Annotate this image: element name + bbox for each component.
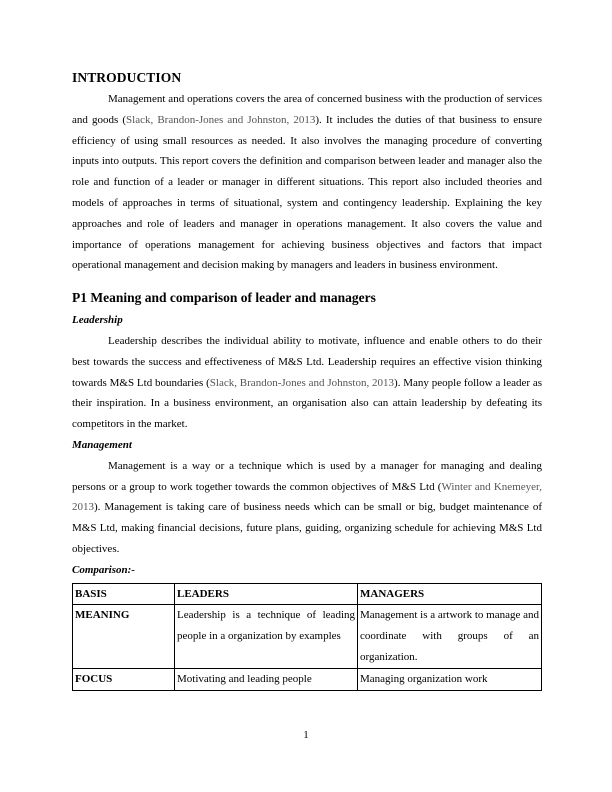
introduction-heading: INTRODUCTION [72,70,182,85]
row-focus-leaders: Motivating and leading people [175,668,358,690]
row-focus-managers: Managing organization work [358,668,542,690]
p1-heading: P1 Meaning and comparison of leader and managers [72,290,376,306]
intro-text-b: ). It includes the duties of that business to ensure efficiency of using small resources as needed. It also involves the managing procedure of converting inputs into outputs. This report covers the definition and comparison between leader and manager also the role and function of a leader or manager in different situations. This report also included theories and models of approaches in terms of situational, system and contingency leadership. Explaining the key approaches and role of leaders and manager in operations management. It also covers the value and importance of operations management for achieving business objectives and factors that impact operational management and decision making by managers and leaders in business environment. [72,113,542,272]
leadership-text-a: Leadership describes the individual ability to motivate, influence and enable others to do their best towards the success and effectiveness of M&S Ltd. Leadership requires an effective vision thinking towards M&S Ltd boundaries ( [72,334,542,389]
intro-citation: Slack, Brandon-Jones and Johnston, 2013 [126,113,316,126]
intro-text-a: Management and operations covers the area of concerned business with the production of services and goods ( [72,93,542,126]
management-paragraph [72,456,542,560]
page-number: 1 [303,729,309,741]
introduction-paragraph [72,89,542,276]
header-basis: BASIS [73,583,175,605]
table-header-row [73,583,542,605]
row-meaning-basis: MEANING [73,605,175,668]
header-managers: MANAGERS [358,583,542,605]
leadership-citation: Slack, Brandon-Jones and Johnston, 2013 [209,376,395,389]
management-text-b: ). Management is taking care of business needs which can be small or big, budget maintenance of M&S Ltd, making financial decisions, future plans, guiding, organizing schedule for achieving M&S Ltd objectives. [72,501,542,555]
comparison-table [72,583,542,691]
header-leaders: LEADERS [175,583,358,605]
table-row [73,605,542,668]
management-citation: Winter and Knemeyer, 2013 [72,480,542,514]
row-meaning-managers: Management is a artwork to manage and coordinate with groups of an organization. [358,605,542,668]
row-meaning-leaders: Leadership is a technique of leading people in a organization by examples [175,605,358,668]
management-subheading: Management [72,438,132,451]
comparison-subheading: Comparison:- [72,563,135,576]
management-text-a: Management is a way or a technique which is used by a manager for managing and dealing persons or a group to work together towards the common objectives of M&S Ltd ( [72,459,542,493]
leadership-subheading: Leadership [72,314,123,327]
table-row [73,668,542,690]
page-content [72,70,542,691]
leadership-paragraph [72,331,542,435]
leadership-text-b: ). Many people follow a leader as their inspiration. In a business environment, an organisation also can attain leadership by defeating its competitors in the market. [72,376,543,431]
row-focus-basis: FOCUS [73,668,175,690]
section-spacer [72,276,542,290]
